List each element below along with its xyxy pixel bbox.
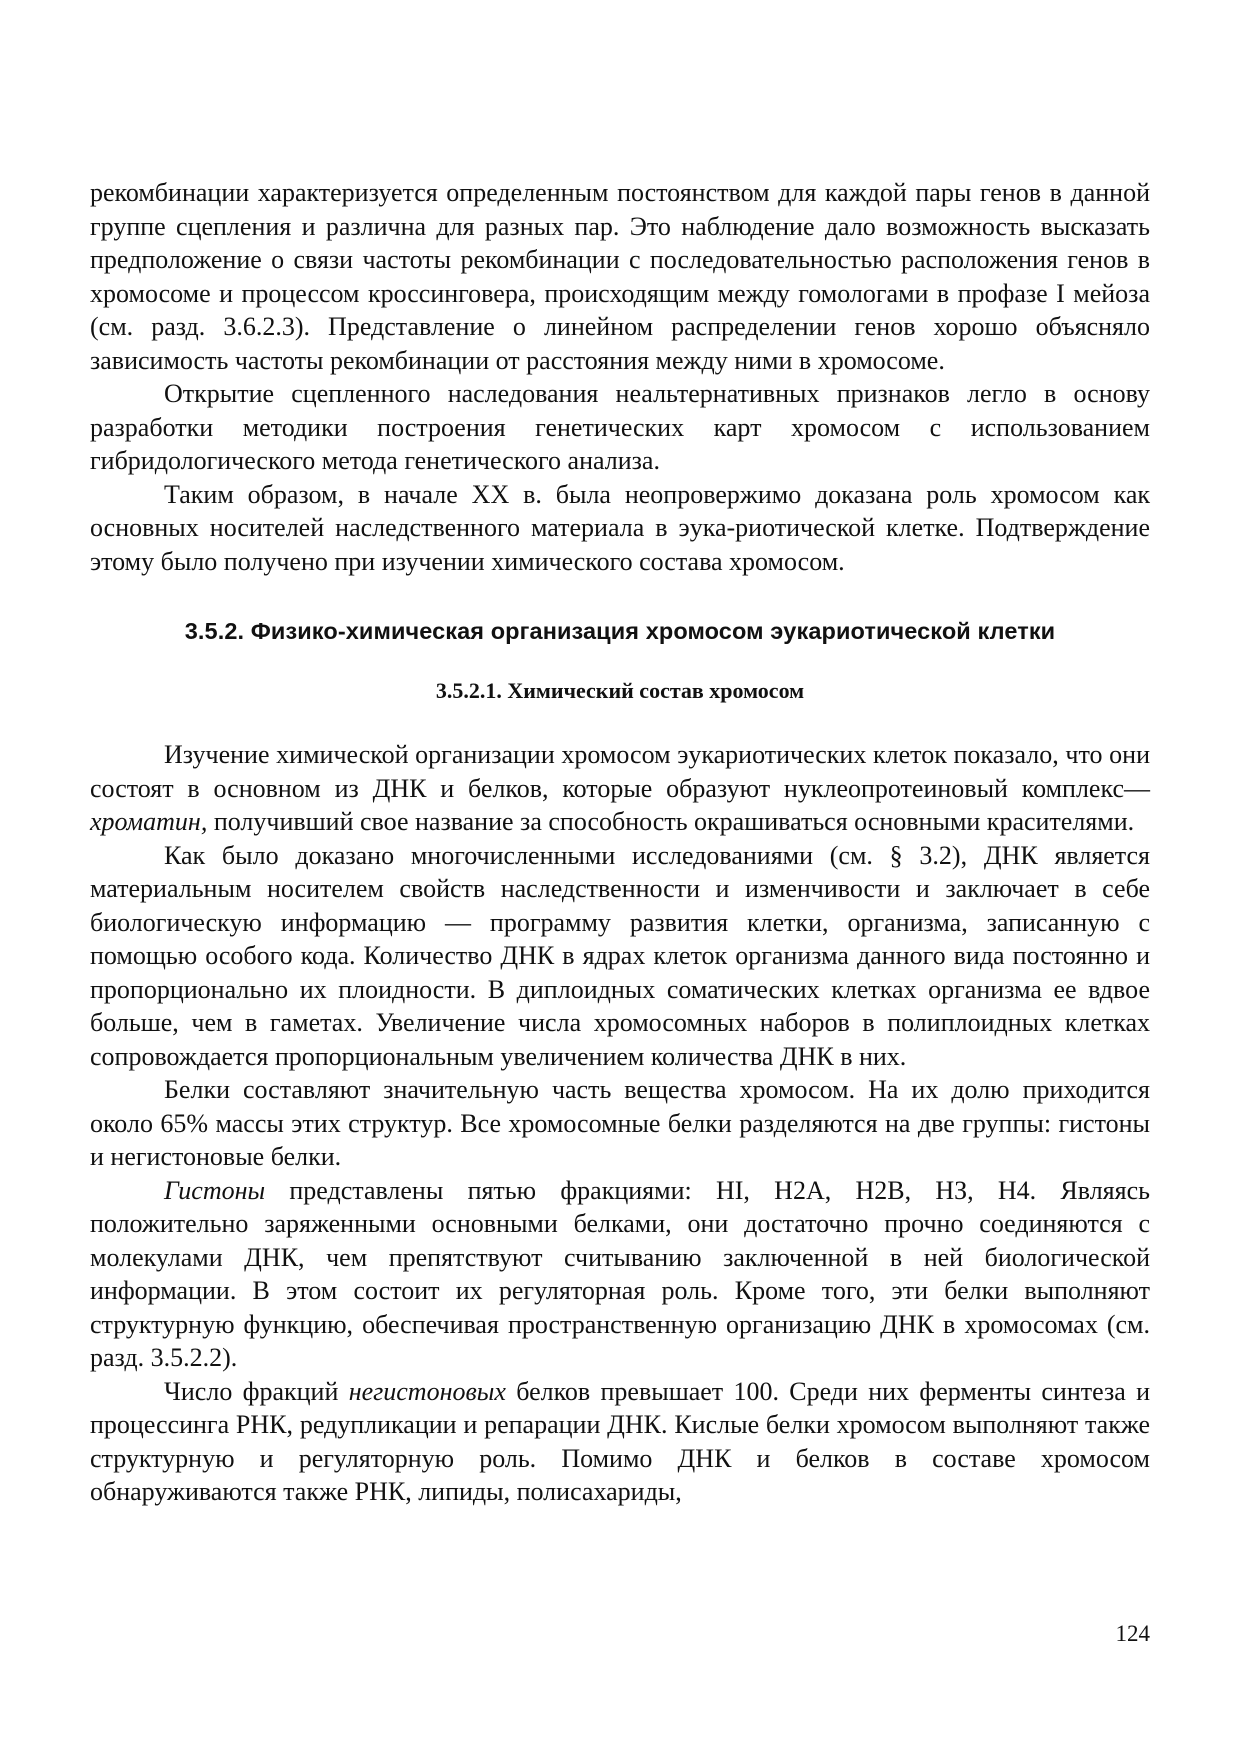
paragraph-1: рекомбинации характеризуется определенным постоянством для каждой пары генов в данной группе сцепления и различна для разных пар. Это наблюдение дало возможность высказать предположение о связи частоты рекомбинации с последовательностью расположения генов в хромосоме и процессом кроссинговера, происходящим между гомологами в профазе I мейоза (см. разд. 3.6.2.3). Представление о линейном распределении генов хорошо объясняло зависимость частоты рекомбинации от расстояния между ними в хромосоме. xyxy=(90,178,1150,375)
paragraph-4 xyxy=(90,738,1150,839)
paragraph-7-text: представлены пятью фракциями: HI, Н2А, Н2В, НЗ, Н4. Являясь положительно заряженными основными белками, они достаточно прочно соединяются с молекулами ДНК, чем препятствуют считыванию заключенной в ней биологической информации. В этом состоит их регуляторная роль. Кроме того, эти белки выполняют структурную функцию, обеспечивая пространственную организацию ДНК в хромосомах (см. разд. 3.5.2.2). xyxy=(90,1175,1150,1372)
page-content xyxy=(90,176,1150,1509)
paragraph-8 xyxy=(90,1375,1150,1509)
paragraph-4-text-b: получивший свое название за способность окрашиваться основными красителями. xyxy=(207,807,1135,836)
paragraph-6: Белки составляют значительную часть вещества хромосом. На их долю приходится около 65% массы этих структур. Все хромосомные белки разделяются на две группы: гистоны и негистоновые белки. xyxy=(90,1075,1150,1171)
section-title: 3.5.2. Физико-химическая организация хромосом эукариотической клетки xyxy=(184,618,1056,644)
term-histones: Гистоны xyxy=(164,1175,266,1205)
page-number: 124 xyxy=(1115,1621,1150,1646)
paragraph-8-text-a: Число фракций xyxy=(164,1376,349,1406)
subsection-title: 3.5.2.1. Химический состав хромосом xyxy=(435,678,805,703)
paragraph-5: Как было доказано многочисленными исследованиями (см. § 3.2), ДНК является материальным носителем свойств наследственности и изменчивости и заключает в себе биологическую информацию — программу развития клетки, организма, записанную с помощью особого кода. Количество ДНК в ядрах клеток организма данного вида постоянно и пропорционально их плоидности. В диплоидных соматических клетках организма ее вдвое больше, чем в гаметах. Увеличение числа хромосомных наборов в полиплоидных клетках сопровождается пропорциональным увеличением количества ДНК в них. xyxy=(90,840,1150,1071)
term-nonhistone: негистоновых xyxy=(348,1376,506,1406)
term-chromatin: хроматин, xyxy=(90,807,208,836)
paragraph-8-text-b: белков превышает 100. Среди них ферменты синтеза и процессинга РНК, редупликации и репарации ДНК. Кислые белки хромосом выполняют также структурную и регуляторную роль. Помимо ДНК и белков в составе хромосом обнаруживаются также РНК, липиды, полисахариды, xyxy=(90,1376,1150,1506)
paragraph-7 xyxy=(90,1174,1150,1375)
paragraph-4-text-a: Изучение химической организации хромосом эукариотических клеток показало, что они состоят в основном из ДНК и белков, которые образуют нуклеопротеиновый комплекс— xyxy=(90,740,1150,803)
paragraph-3: Таким образом, в начале XX в. была неопровержимо доказана роль хромосом как основных носителей наследственного материала в эука-риотической клетке. Подтверждение этому было получено при изучении химического состава хромосом. xyxy=(90,479,1150,576)
paragraph-2: Открытие сцепленного наследования неальтернативных признаков легло в основу разработки методики построения генетических карт хромосом с использованием гибридологического метода генетического анализа. xyxy=(90,379,1150,475)
